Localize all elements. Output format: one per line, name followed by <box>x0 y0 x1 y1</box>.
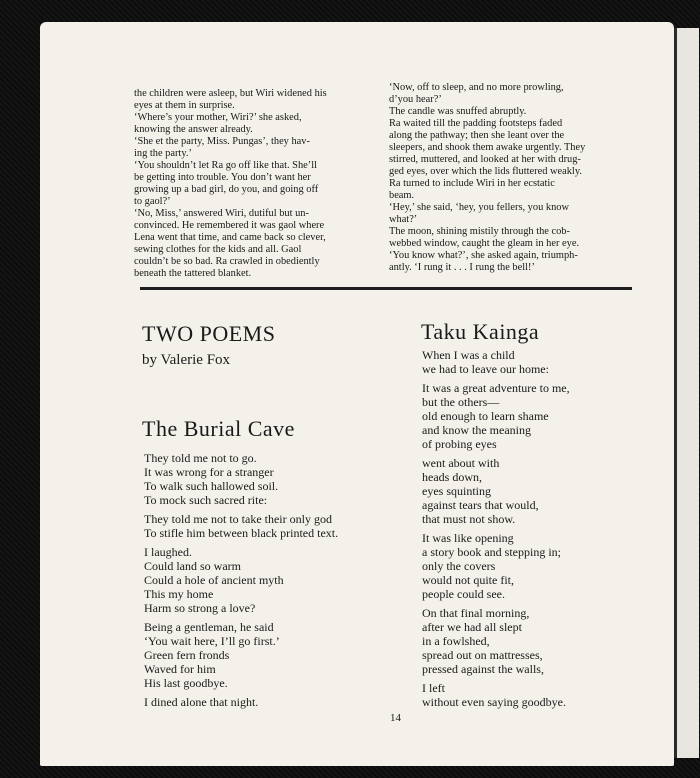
poem-line: This my home <box>144 587 214 601</box>
prose-line: Ra turned to include Wiri in her ecstatic <box>389 178 555 189</box>
poem-line: people could see. <box>422 587 505 601</box>
poem-line: pressed against the walls, <box>422 662 544 676</box>
poem-stanza <box>422 456 570 526</box>
poem-line: that must not show. <box>422 512 516 526</box>
page-number: 14 <box>390 712 401 724</box>
poem-line: I left <box>422 681 445 695</box>
prose-line: beam. <box>389 190 415 201</box>
prose-line: The candle was snuffed abruptly. <box>389 106 527 117</box>
poem-line: It was a great adventure to me, <box>422 381 570 395</box>
poem-line: To walk such hallowed soil. <box>144 479 279 493</box>
poem2-body <box>422 348 570 714</box>
poem-line: a story book and stepping in; <box>422 545 561 559</box>
poem-line: of probing eyes <box>422 437 497 451</box>
poem-line: went about with <box>422 456 500 470</box>
prose-line: to gaol?’ <box>134 196 171 207</box>
prose-line: convinced. He remembered it was gaol where <box>134 220 325 231</box>
prose-line: ing the party.’ <box>134 148 192 159</box>
poem2-title: Taku Kainga <box>421 319 540 344</box>
prose-line: the children were asleep, but Wiri widened his <box>134 88 327 99</box>
poem-line: It was wrong for a stranger <box>144 465 274 479</box>
poem-line: Harm so strong a love? <box>144 601 256 615</box>
prose-line: be getting into trouble. You don’t want her <box>134 172 311 183</box>
poem-line: against tears that would, <box>422 498 539 512</box>
prose-left-column <box>134 88 380 280</box>
poem-stanza <box>144 451 338 507</box>
section-title: TWO POEMS <box>142 321 276 346</box>
poem1-body <box>144 451 338 714</box>
prose-right-column <box>389 82 631 274</box>
poem-line: Could land so warm <box>144 559 241 573</box>
poem-stanza <box>422 348 570 376</box>
prose-line: beneath the tattered blanket. <box>134 268 252 279</box>
poem-line: old enough to learn shame <box>422 409 549 423</box>
prose-line: eyes at them in surprise. <box>134 100 235 111</box>
prose-line: knowing the answer already. <box>134 124 253 135</box>
author-byline: by Valerie Fox <box>142 352 231 368</box>
poem-line: I laughed. <box>144 545 192 559</box>
poem-line: ‘You wait here, I’ll go first.’ <box>144 634 280 648</box>
poem-stanza <box>144 695 338 709</box>
prose-line: ‘Hey,’ she said, ‘hey, you fellers, you know <box>389 202 569 213</box>
prose-line: growing up a bad girl, do you, and going off <box>134 184 319 195</box>
poem-line: His last goodbye. <box>144 676 228 690</box>
poem-line: after we had all slept <box>422 620 522 634</box>
prose-line: ged eyes, over which the lids fluttered weakly. <box>389 166 582 177</box>
next-page-edge <box>674 28 699 758</box>
poem-stanza <box>422 681 570 709</box>
poem-line: without even saying goodbye. <box>422 695 566 709</box>
prose-line: webbed window, caught the gleam in her eye. <box>389 238 580 249</box>
prose-line: ‘She et the party, Miss. Pungas’, they hav- <box>134 136 310 147</box>
poem-line: To stifle him between black printed text. <box>144 526 339 540</box>
poem-line: would not quite fit, <box>422 573 514 587</box>
prose-line: ‘You shouldn’t let Ra go off like that. She’ll <box>134 160 317 171</box>
prose-line: along the pathway; then she leant over the <box>389 130 565 141</box>
poem-stanza <box>144 545 338 615</box>
poem-stanza <box>144 620 338 690</box>
poem-line: in a fowlshed, <box>422 634 490 648</box>
poem-stanza <box>144 512 338 540</box>
prose-line: stirred, muttered, and looked at her with drug- <box>389 154 581 165</box>
prose-line: ‘No, Miss,’ answered Wiri, dutiful but un- <box>134 208 309 219</box>
prose-line: ‘Where’s your mother, Wiri?’ she asked, <box>134 112 302 123</box>
prose-line: couldn’t be so bad. Ra crawled in obediently <box>134 256 320 267</box>
prose-line: ‘Now, off to sleep, and no more prowling, <box>389 82 564 93</box>
poem-line: They told me not to take their only god <box>144 512 332 526</box>
section-divider <box>140 287 632 290</box>
poem-line: On that final morning, <box>422 606 530 620</box>
prose-line: Ra waited till the padding footsteps faded <box>389 118 563 129</box>
poem-stanza <box>422 606 570 676</box>
poem-line: Green fern fronds <box>144 648 230 662</box>
poem-line: They told me not to go. <box>144 451 257 465</box>
poem-line: but the others— <box>422 395 500 409</box>
prose-line: what?’ <box>389 214 418 225</box>
poem-line: heads down, <box>422 470 482 484</box>
poem-line: only the covers <box>422 559 496 573</box>
prose-line: sleepers, and shook them awake urgently. They <box>389 142 586 153</box>
poem-line: When I was a child <box>422 348 515 362</box>
poem1-title: The Burial Cave <box>142 416 295 441</box>
poem-line: To mock such sacred rite: <box>144 493 268 507</box>
poem-stanza <box>422 381 570 451</box>
prose-line: ‘You know what?’, she asked again, triumph- <box>389 250 578 261</box>
poem-line: and know the meaning <box>422 423 531 437</box>
prose-line: Lena went that time, and came back so clever, <box>134 232 326 243</box>
poem-line: spread out on mattresses, <box>422 648 543 662</box>
poem-line: It was like opening <box>422 531 514 545</box>
poem-line: Could a hole of ancient myth <box>144 573 284 587</box>
prose-line: The moon, shining mistily through the cob- <box>389 226 570 237</box>
prose-line: d’you hear?’ <box>389 94 442 105</box>
poem-line: I dined alone that night. <box>144 695 259 709</box>
poem-line: Waved for him <box>144 662 216 676</box>
poem-stanza <box>422 531 570 601</box>
poem-line: eyes squinting <box>422 484 491 498</box>
poem-line: we had to leave our home: <box>422 362 549 376</box>
prose-line: sewing clothes for the kids and all. Gaol <box>134 244 302 255</box>
poem-line: Being a gentleman, he said <box>144 620 274 634</box>
prose-line: antly. ‘I rung it . . . I rung the bell!’ <box>389 262 535 273</box>
